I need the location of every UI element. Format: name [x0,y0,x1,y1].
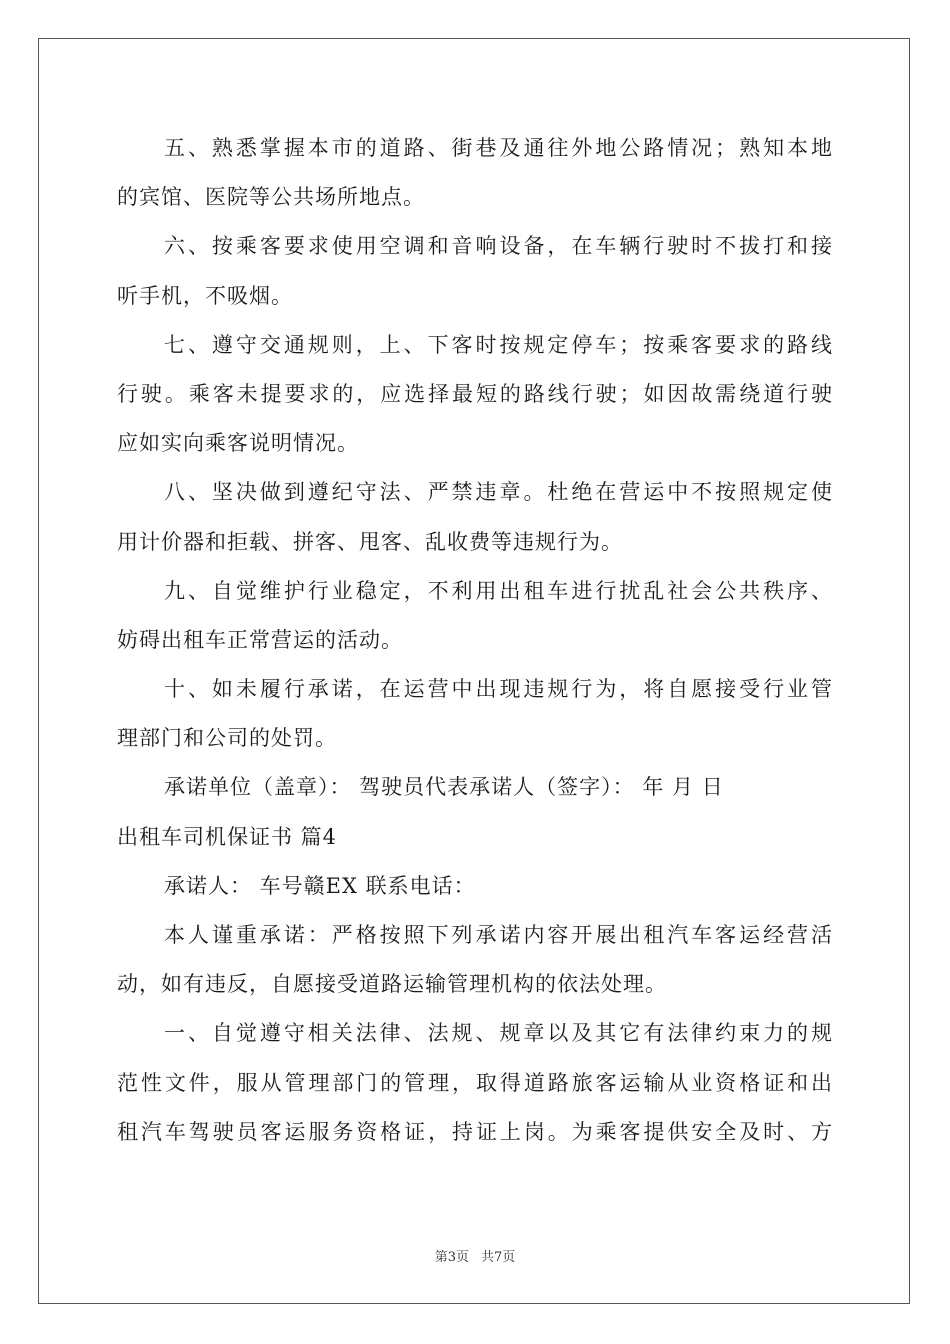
promisor-info-line: 承诺人： 车号赣EX 联系电话： [164,873,476,898]
paragraph-line: 一、自觉遵守相关法律、法规、规章以及其它有法律约束力的规 [164,1021,833,1046]
section-heading: 出租车司机保证书 篇4 [117,824,338,849]
paragraph-line: 妨碍出租车正常营运的活动。 [117,627,403,652]
paragraph-line: 六、按乘客要求使用空调和音响设备，在车辆行驶时不拔打和接 [164,234,833,259]
paragraph-line: 本人谨重承诺：严格按照下列承诺内容开展出租汽车客运经营活 [164,923,833,947]
page-total: 共7页 [481,1250,516,1265]
paragraph-line: 五、熟悉掌握本市的道路、街巷及通往外地公路情况；熟知本地 [164,136,833,160]
document-body [117,124,833,1157]
page-number: 第3页 [434,1250,469,1265]
paragraph-line: 十、如未履行承诺，在运营中出现违规行为，将自愿接受行业管 [164,677,833,702]
paragraph-line: 理部门和公司的处罚。 [117,726,337,751]
paragraph-line: 行驶。乘客未提要求的，应选择最短的路线行驶；如因故需绕道行驶 [117,381,833,406]
paragraph-line: 九、自觉维护行业稳定，不利用出租车进行扰乱社会公共秩序、 [164,578,833,603]
paragraph-line: 用计价器和拒载、拼客、甩客、乱收费等违规行为。 [117,529,623,554]
paragraph-line: 应如实向乘客说明情况。 [117,431,359,456]
paragraph-line: 动，如有违反，自愿接受道路运输管理机构的依法处理。 [117,972,667,997]
signature-line: 承诺单位（盖章）： 驾驶员代表承诺人（签字）： 年 月 日 [164,775,724,800]
paragraph-line: 七、遵守交通规则，上、下客时按规定停车；按乘客要求的路线 [164,332,833,357]
page-footer [0,1246,950,1265]
paragraph-line: 听手机，不吸烟。 [117,283,293,308]
paragraph-line: 的宾馆、医院等公共场所地点。 [117,185,425,210]
paragraph-line: 范性文件，服从管理部门的管理，取得道路旅客运输从业资格证和出 [117,1070,833,1095]
paragraph-line: 租汽车驾驶员客运服务资格证，持证上岗。为乘客提供安全及时、方 [117,1119,833,1144]
paragraph-line: 八、坚决做到遵纪守法、严禁违章。杜绝在营运中不按照规定使 [164,480,833,505]
